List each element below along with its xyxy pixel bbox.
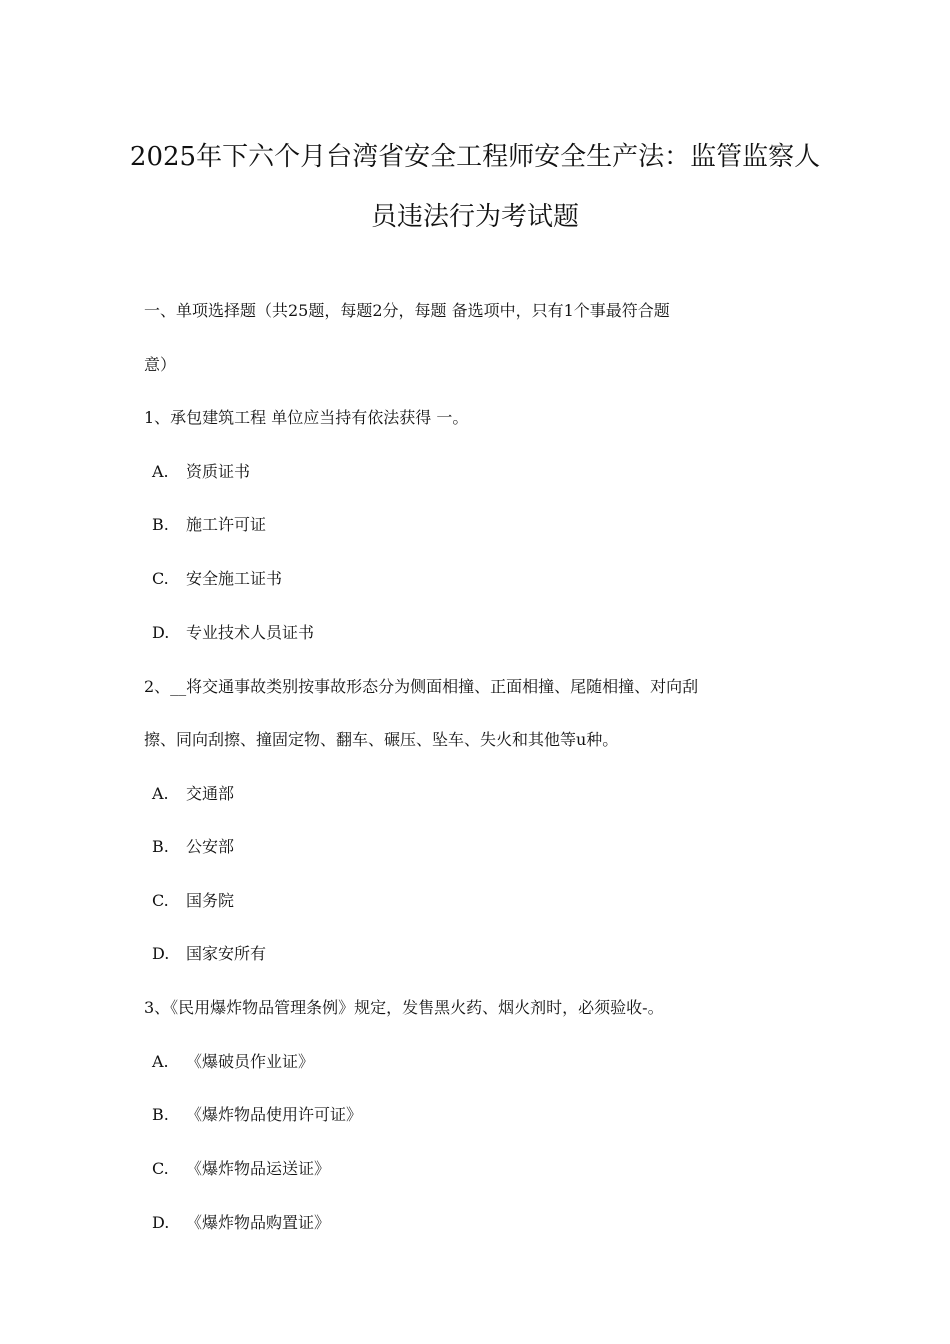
question-2-option-b — [152, 836, 234, 858]
option-text: 专业技术人员证书 — [186, 623, 315, 642]
option-text: 《爆炸物品购置证》 — [186, 1213, 331, 1232]
option-text: 国家安所有 — [186, 944, 267, 963]
document-title-line-2: 员违法行为考试题 — [370, 202, 579, 232]
option-letter: D. — [152, 623, 170, 642]
option-letter: D. — [152, 944, 170, 963]
document-title-line-1: 2025年下六个月台湾省安全工程师安全生产法：监管监察人 — [129, 142, 821, 172]
question-3-option-d — [152, 1212, 330, 1234]
option-letter: C. — [152, 891, 169, 910]
option-text: 国务院 — [186, 891, 235, 910]
option-text: 安全施工证书 — [186, 569, 283, 588]
option-text: 《爆炸物品运送证》 — [186, 1159, 331, 1178]
section-heading-line-1: 一、单项选择题（共25题，每题2分，每题 备选项中，只有1个事最符合题 — [144, 301, 670, 320]
option-text: 交通部 — [186, 784, 235, 803]
question-1-option-c — [152, 568, 282, 590]
option-letter: A. — [152, 462, 169, 481]
question-1-option-a — [152, 461, 250, 483]
option-text: 资质证书 — [186, 462, 251, 481]
question-2-stem-line-2: 擦、同向刮擦、撞固定物、翻车、碾压、坠车、失火和其他等u种。 — [144, 730, 619, 749]
option-letter: C. — [152, 1159, 169, 1178]
question-3-option-c — [152, 1158, 330, 1180]
question-1-stem: 1、承包建筑工程 单位应当持有依法获得 一。 — [144, 408, 469, 427]
question-1-option-b — [152, 514, 266, 536]
option-letter: B. — [152, 1105, 169, 1124]
option-letter: B. — [152, 515, 169, 534]
section-heading-line-2: 意） — [144, 355, 177, 374]
question-3-stem: 3、《民用爆炸物品管理条例》规定，发售黑火药、烟火剂时，必须验收-。 — [144, 998, 664, 1017]
question-2-stem-line-1: 2、__将交通事故类别按事故形态分为侧面相撞、正面相撞、尾随相撞、对向刮 — [144, 677, 699, 696]
question-2-option-c — [152, 890, 234, 912]
option-letter: B. — [152, 837, 169, 856]
option-letter: D. — [152, 1213, 170, 1232]
option-letter: A. — [152, 1052, 169, 1071]
option-text: 《爆破员作业证》 — [186, 1052, 315, 1071]
option-letter: A. — [152, 784, 169, 803]
question-1-option-d — [152, 622, 314, 644]
question-2-option-d — [152, 943, 266, 965]
question-3-option-b — [152, 1104, 362, 1126]
option-letter: C. — [152, 569, 169, 588]
option-text: 公安部 — [186, 837, 235, 856]
option-text: 施工许可证 — [186, 515, 267, 534]
option-text: 《爆炸物品使用许可证》 — [186, 1105, 363, 1124]
question-3-option-a — [152, 1051, 314, 1073]
question-2-option-a — [152, 783, 234, 805]
